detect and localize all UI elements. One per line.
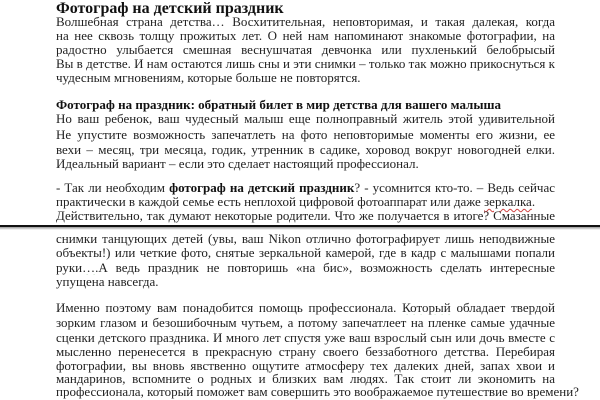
paragraph-line: объекты!) или четкие фото, снятые зеркальной камерой, где в кадр с малышами попали xyxy=(56,246,555,260)
grammar-error[interactable]: Который xyxy=(402,301,451,315)
text-run: руки xyxy=(56,261,83,275)
text-run: практически в каждой семье есть неплохой цифровой фотоаппарат или даже xyxy=(56,194,485,209)
spelling-error[interactable]: зеркалка xyxy=(484,194,532,209)
paragraph-line xyxy=(56,195,555,209)
paragraph-line: вехи – месяц, три месяца, годик, утренник в садике, хоровод вокруг новогодней елки. xyxy=(56,143,555,157)
paragraph-line: на нее сквозь толщу прожитых лет. О ней нам напоминают знакомые фотографии, на xyxy=(56,29,555,43)
paragraph-line: сценки детского праздника. И много лет спустя уже ваш взрослый сын или дочь вместе с xyxy=(56,331,555,345)
paragraph-line: профессионала, который поможет вам совершить это воображаемое путешествие во времени? xyxy=(56,384,579,399)
paragraph-line: упущена навсегда. xyxy=(56,274,159,289)
section-heading: Фотограф на праздник: обратный билет в мир детства для вашего малыша xyxy=(56,97,501,112)
grammar-error[interactable]: …. xyxy=(82,261,99,275)
text-run: А ведь праздник не повторишь «на бис», возможность сделать интересные xyxy=(98,261,555,275)
paragraph-line: мысленно перенесется в прекрасную страну своего беззаботного детства. Перебирая xyxy=(56,345,555,359)
text-run: . xyxy=(531,194,536,209)
paragraph-line: Идеальный вариант – если это сделает настоящий профессионал. xyxy=(56,156,419,171)
paragraph-line: Не упустите возможность запечатлеть на фото неповторимые моменты его жизни, ее xyxy=(56,128,555,142)
paragraph-line: Но ваш ребенок, ваш чудесный малыш еще полноправный житель этой удивительной xyxy=(56,112,555,126)
text-run: ? - усомнится кто-то. – Ведь сейчас xyxy=(354,181,555,195)
document-title: Фотограф на детский праздник xyxy=(56,0,284,17)
paragraph-line xyxy=(56,301,555,315)
paragraph-line: зорким глазом и безошибочным чутьем, а потому запечатлеет на пленке самые удачные xyxy=(56,316,555,330)
paragraph-line xyxy=(56,181,555,195)
paragraph-line: снимки танцующих детей (увы, ваш Nikon отлично фотографирует лишь неподвижные xyxy=(56,232,555,246)
paragraph-line: фотографии, вы вновь явственно ощутите атмосферу тех далеких дней, запах хвои и xyxy=(56,359,555,373)
paragraph-line: радостно улыбается смешная веснушчатая девчонка или пухленький белобрысый xyxy=(56,43,555,57)
paragraph-line xyxy=(56,261,555,275)
paragraph-line: Действительно, так думают некоторые родители. Что же получается в итоге? Смазанные xyxy=(56,209,555,223)
text-run: обладает твердой xyxy=(456,301,555,315)
paragraph-line: чудесным мгновениям, которые больше не повторятся. xyxy=(56,70,361,85)
text-run: - Так ли необходим xyxy=(56,181,170,195)
page-break-shadow xyxy=(0,227,600,230)
paragraph-line: Волшебная страна детства… Восхитительная, неповторимая, и такая далекая, когда xyxy=(56,15,555,29)
paragraph-line: мандаринов, вспомните о родных и близких вам людях. Так стоит ли экономить на xyxy=(56,372,555,386)
bold-keyword: фотограф на детский праздник xyxy=(169,181,355,195)
paragraph-line: Вы в детстве. И нам остаются лишь сны и эти снимки – только так можно прикоснуться к xyxy=(56,57,555,71)
text-run: Именно поэтому вам понадобится помощь профессионала. xyxy=(56,301,403,315)
